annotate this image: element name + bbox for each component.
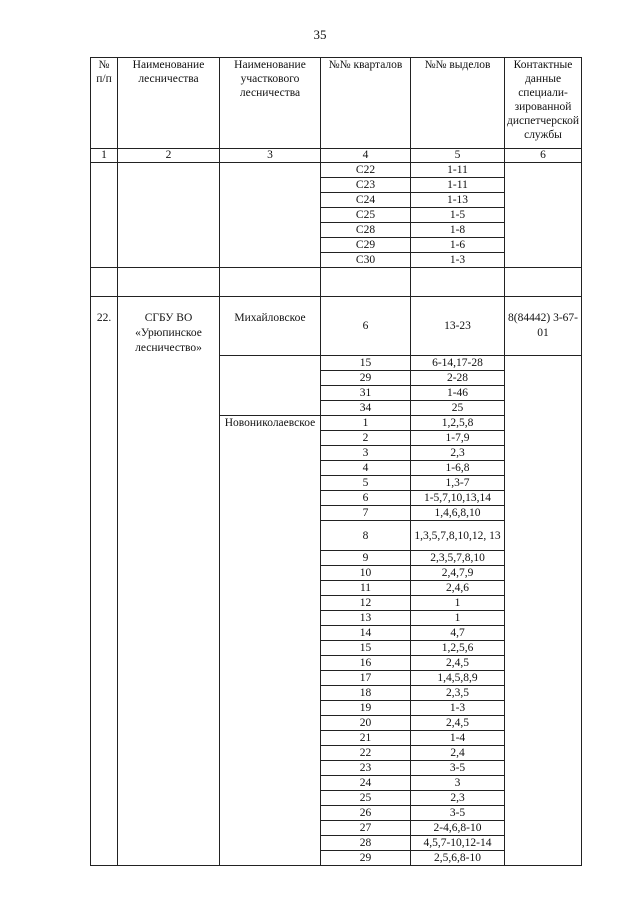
page-number: 35 [313, 27, 327, 42]
quarter-cell: 22 [321, 746, 411, 761]
allotment-cell: 1-3 [411, 253, 505, 268]
column-number: 5 [411, 149, 505, 163]
quarter-cell: 13 [321, 611, 411, 626]
empty-contact-cell [505, 163, 582, 268]
quarter-cell: 28 [321, 836, 411, 851]
quarter-cell: 12 [321, 596, 411, 611]
allotment-cell: 1,3-7 [411, 476, 505, 491]
district-name: Новониколаевское [220, 416, 321, 866]
quarter-cell: 6 [321, 297, 411, 356]
allotment-cell: 2,3 [411, 791, 505, 806]
allotment-cell: 6-14,17-28 [411, 356, 505, 371]
header-cell: № п/п [91, 58, 118, 149]
allotment-cell: 1,4,5,8,9 [411, 671, 505, 686]
header-cell: Контактные данные специали-зированной диспетчерской службы [505, 58, 582, 149]
header-cell: Наименование участкового лесничества [220, 58, 321, 149]
contact-phone: 8(84442) 3-67-01 [505, 297, 582, 356]
quarter-cell: 10 [321, 566, 411, 581]
quarter-cell: 3 [321, 446, 411, 461]
column-number: 2 [118, 149, 220, 163]
allotment-cell: 2,4,5 [411, 716, 505, 731]
quarter-cell: 7 [321, 506, 411, 521]
allotment-cell: 2,3,5,7,8,10 [411, 551, 505, 566]
allotment-cell: 1-6,8 [411, 461, 505, 476]
quarter-cell: 29 [321, 371, 411, 386]
quarter-cell: 15 [321, 641, 411, 656]
quarter-cell: 19 [321, 701, 411, 716]
allotment-cell: 1,2,5,6 [411, 641, 505, 656]
empty-contact-cell [505, 356, 582, 866]
allotment-cell: 1-11 [411, 178, 505, 193]
allotment-cell: 25 [411, 401, 505, 416]
quarter-cell: 25 [321, 791, 411, 806]
spacer-cell [505, 268, 582, 297]
quarter-cell: 23 [321, 761, 411, 776]
allotment-cell: 1,3,5,7,8,10,12, 13 [411, 521, 505, 551]
allotment-cell: 2-28 [411, 371, 505, 386]
entry-number: 22. [91, 297, 118, 866]
allotment-cell: 2,3,5 [411, 686, 505, 701]
allotment-cell: 3-5 [411, 806, 505, 821]
header-cell: Наименование лесничества [118, 58, 220, 149]
quarter-cell: С25 [321, 208, 411, 223]
allotment-cell: 1-3 [411, 701, 505, 716]
allotment-cell: 3-5 [411, 761, 505, 776]
forestry-table [90, 57, 582, 866]
quarter-cell: С24 [321, 193, 411, 208]
allotment-cell: 1,2,5,8 [411, 416, 505, 431]
quarter-cell: 24 [321, 776, 411, 791]
table-row [91, 163, 582, 178]
table-row [91, 297, 582, 356]
column-number: 4 [321, 149, 411, 163]
allotment-cell: 1 [411, 611, 505, 626]
quarter-cell: С30 [321, 253, 411, 268]
spacer-cell [118, 268, 220, 297]
allotment-cell: 1-4 [411, 731, 505, 746]
quarter-cell: 15 [321, 356, 411, 371]
quarter-cell: 21 [321, 731, 411, 746]
empty-district-cell [220, 356, 321, 416]
allotment-cell: 3 [411, 776, 505, 791]
allotment-cell: 1 [411, 596, 505, 611]
quarter-cell: 6 [321, 491, 411, 506]
quarter-cell: 31 [321, 386, 411, 401]
quarter-cell: 18 [321, 686, 411, 701]
quarter-cell: 11 [321, 581, 411, 596]
spacer-cell [411, 268, 505, 297]
quarter-cell: С23 [321, 178, 411, 193]
column-number: 6 [505, 149, 582, 163]
header-row [91, 58, 582, 149]
header-cell: №№ выделов [411, 58, 505, 149]
quarter-cell: 2 [321, 431, 411, 446]
allotment-cell: 1-8 [411, 223, 505, 238]
district-name: Михайловское [220, 297, 321, 356]
allotment-cell: 1-6 [411, 238, 505, 253]
quarter-cell: 17 [321, 671, 411, 686]
forestry-name: СГБУ ВО «Урюпинское лесничество» [118, 297, 220, 866]
column-number: 3 [220, 149, 321, 163]
allotment-cell: 4,5,7-10,12-14 [411, 836, 505, 851]
header-cell: №№ кварталов [321, 58, 411, 149]
empty-district-cell [220, 163, 321, 268]
spacer-cell [91, 268, 118, 297]
spacer-cell [321, 268, 411, 297]
quarter-cell: 5 [321, 476, 411, 491]
allotment-cell: 4,7 [411, 626, 505, 641]
quarter-cell: 9 [321, 551, 411, 566]
spacer-row [91, 268, 582, 297]
quarter-cell: С22 [321, 163, 411, 178]
quarter-cell: 34 [321, 401, 411, 416]
quarter-cell: 1 [321, 416, 411, 431]
allotment-cell: 2-4,6,8-10 [411, 821, 505, 836]
quarter-cell: 27 [321, 821, 411, 836]
allotment-cell: 2,4,6 [411, 581, 505, 596]
spacer-cell [220, 268, 321, 297]
table-body [91, 163, 582, 866]
empty-forestry-cell [118, 163, 220, 268]
quarter-cell: 29 [321, 851, 411, 866]
quarter-cell: 26 [321, 806, 411, 821]
allotment-cell: 2,4,7,9 [411, 566, 505, 581]
allotment-cell: 2,4,5 [411, 656, 505, 671]
allotment-cell: 1-46 [411, 386, 505, 401]
allotment-cell: 1-13 [411, 193, 505, 208]
allotment-cell: 1,4,6,8,10 [411, 506, 505, 521]
quarter-cell: С28 [321, 223, 411, 238]
allotment-cell: 13-23 [411, 297, 505, 356]
quarter-cell: 8 [321, 521, 411, 551]
quarter-cell: С29 [321, 238, 411, 253]
quarter-cell: 20 [321, 716, 411, 731]
allotment-cell: 2,3 [411, 446, 505, 461]
empty-num-cell [91, 163, 118, 268]
quarter-cell: 14 [321, 626, 411, 641]
allotment-cell: 2,4 [411, 746, 505, 761]
allotment-cell: 2,5,6,8-10 [411, 851, 505, 866]
allotment-cell: 1-5 [411, 208, 505, 223]
quarter-cell: 4 [321, 461, 411, 476]
allotment-cell: 1-5,7,10,13,14 [411, 491, 505, 506]
column-number-row [91, 149, 582, 163]
column-number: 1 [91, 149, 118, 163]
allotment-cell: 1-7,9 [411, 431, 505, 446]
quarter-cell: 16 [321, 656, 411, 671]
allotment-cell: 1-11 [411, 163, 505, 178]
